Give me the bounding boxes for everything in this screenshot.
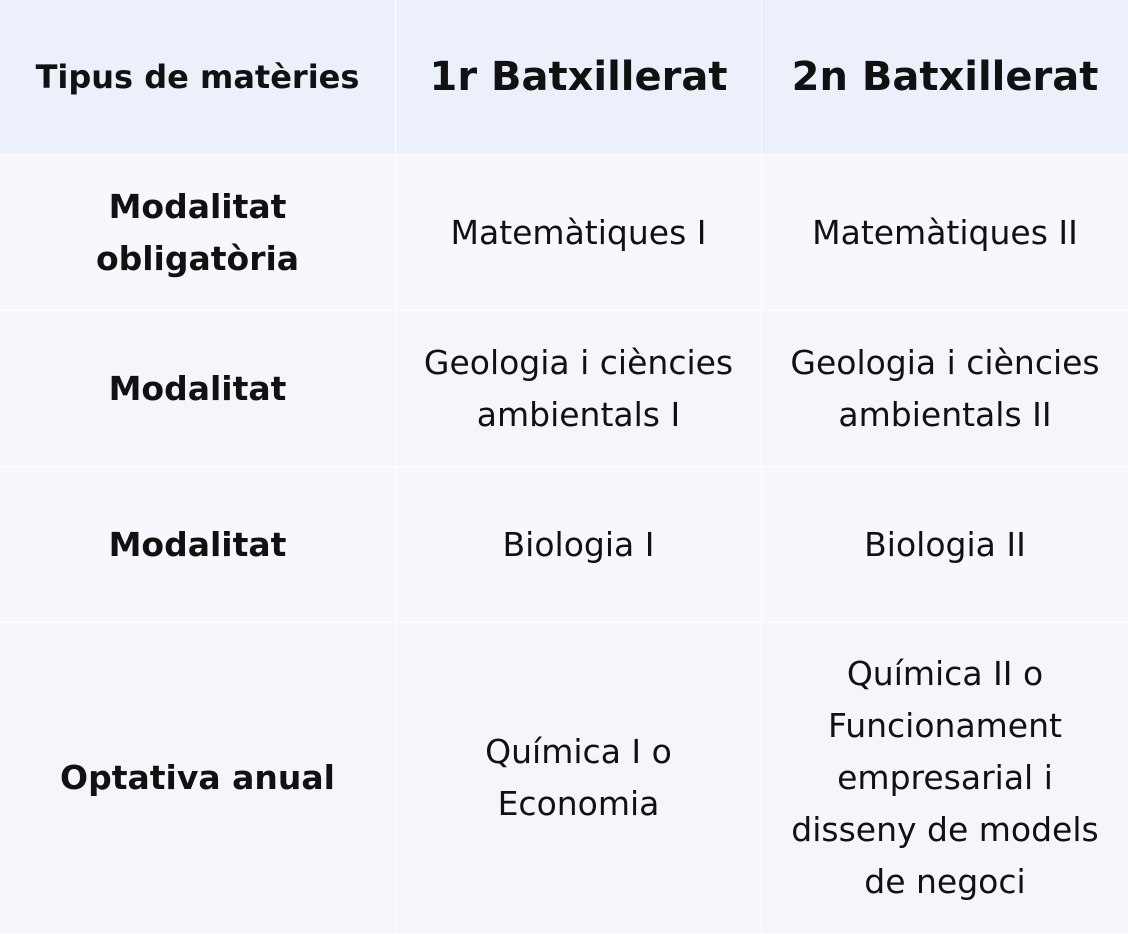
row-1-second-year — [762, 155, 1128, 311]
row-4-first-year-line-1: Química I o — [485, 732, 672, 771]
row-4-subject-type — [0, 623, 396, 934]
row-4-first-year — [396, 623, 762, 934]
row-3-first-year — [396, 467, 762, 623]
header-subject-type — [0, 0, 396, 155]
row-3-second-year — [762, 467, 1128, 623]
row-2-second-year — [762, 311, 1128, 467]
row-1-subject-type — [0, 155, 396, 311]
row-2-type-line-1: Modalitat — [108, 368, 287, 408]
row-4-type-line-1: Optativa anual — [60, 758, 335, 797]
row-3-type-line-1: Modalitat — [108, 524, 287, 564]
row-1-type-line-2: obligatòria — [95, 238, 300, 278]
header-second-year-label: 2n Batxillerat — [791, 54, 1099, 100]
header-second-year — [762, 0, 1128, 155]
row-4-second-year-line-5: de negoci — [864, 862, 1026, 901]
row-4-second-year-line-3: empresarial i — [837, 758, 1053, 797]
row-1-first-year — [396, 155, 762, 311]
row-4-second-year-line-2: Funcionament — [828, 706, 1062, 745]
row-4-second-year-line-1: Química II o — [846, 654, 1044, 693]
row-1-first-year-line-1: Matemàtiques I — [450, 212, 707, 252]
row-3-second-year-line-1: Biologia II — [864, 524, 1026, 564]
header-first-year-label: 1r Batxillerat — [429, 54, 728, 100]
row-2-second-year-line-2: ambientals II — [838, 394, 1052, 434]
row-3-subject-type — [0, 467, 396, 623]
row-4-first-year-line-2: Economia — [497, 784, 660, 823]
row-1-second-year-line-1: Matemàtiques II — [812, 212, 1078, 252]
row-2-first-year — [396, 311, 762, 467]
header-subject-type-label: Tipus de matèries — [35, 58, 360, 96]
header-first-year — [396, 0, 762, 155]
row-2-second-year-line-1: Geologia i ciències — [790, 342, 1100, 382]
row-4-second-year-line-4: disseny de models — [791, 810, 1099, 849]
row-1-type-line-1: Modalitat — [108, 186, 287, 226]
row-2-subject-type — [0, 311, 396, 467]
row-4-second-year — [762, 623, 1128, 934]
row-3-first-year-line-1: Biologia I — [502, 524, 655, 564]
row-2-first-year-line-2: ambientals I — [476, 394, 681, 434]
row-2-first-year-line-1: Geologia i ciències — [423, 342, 734, 382]
